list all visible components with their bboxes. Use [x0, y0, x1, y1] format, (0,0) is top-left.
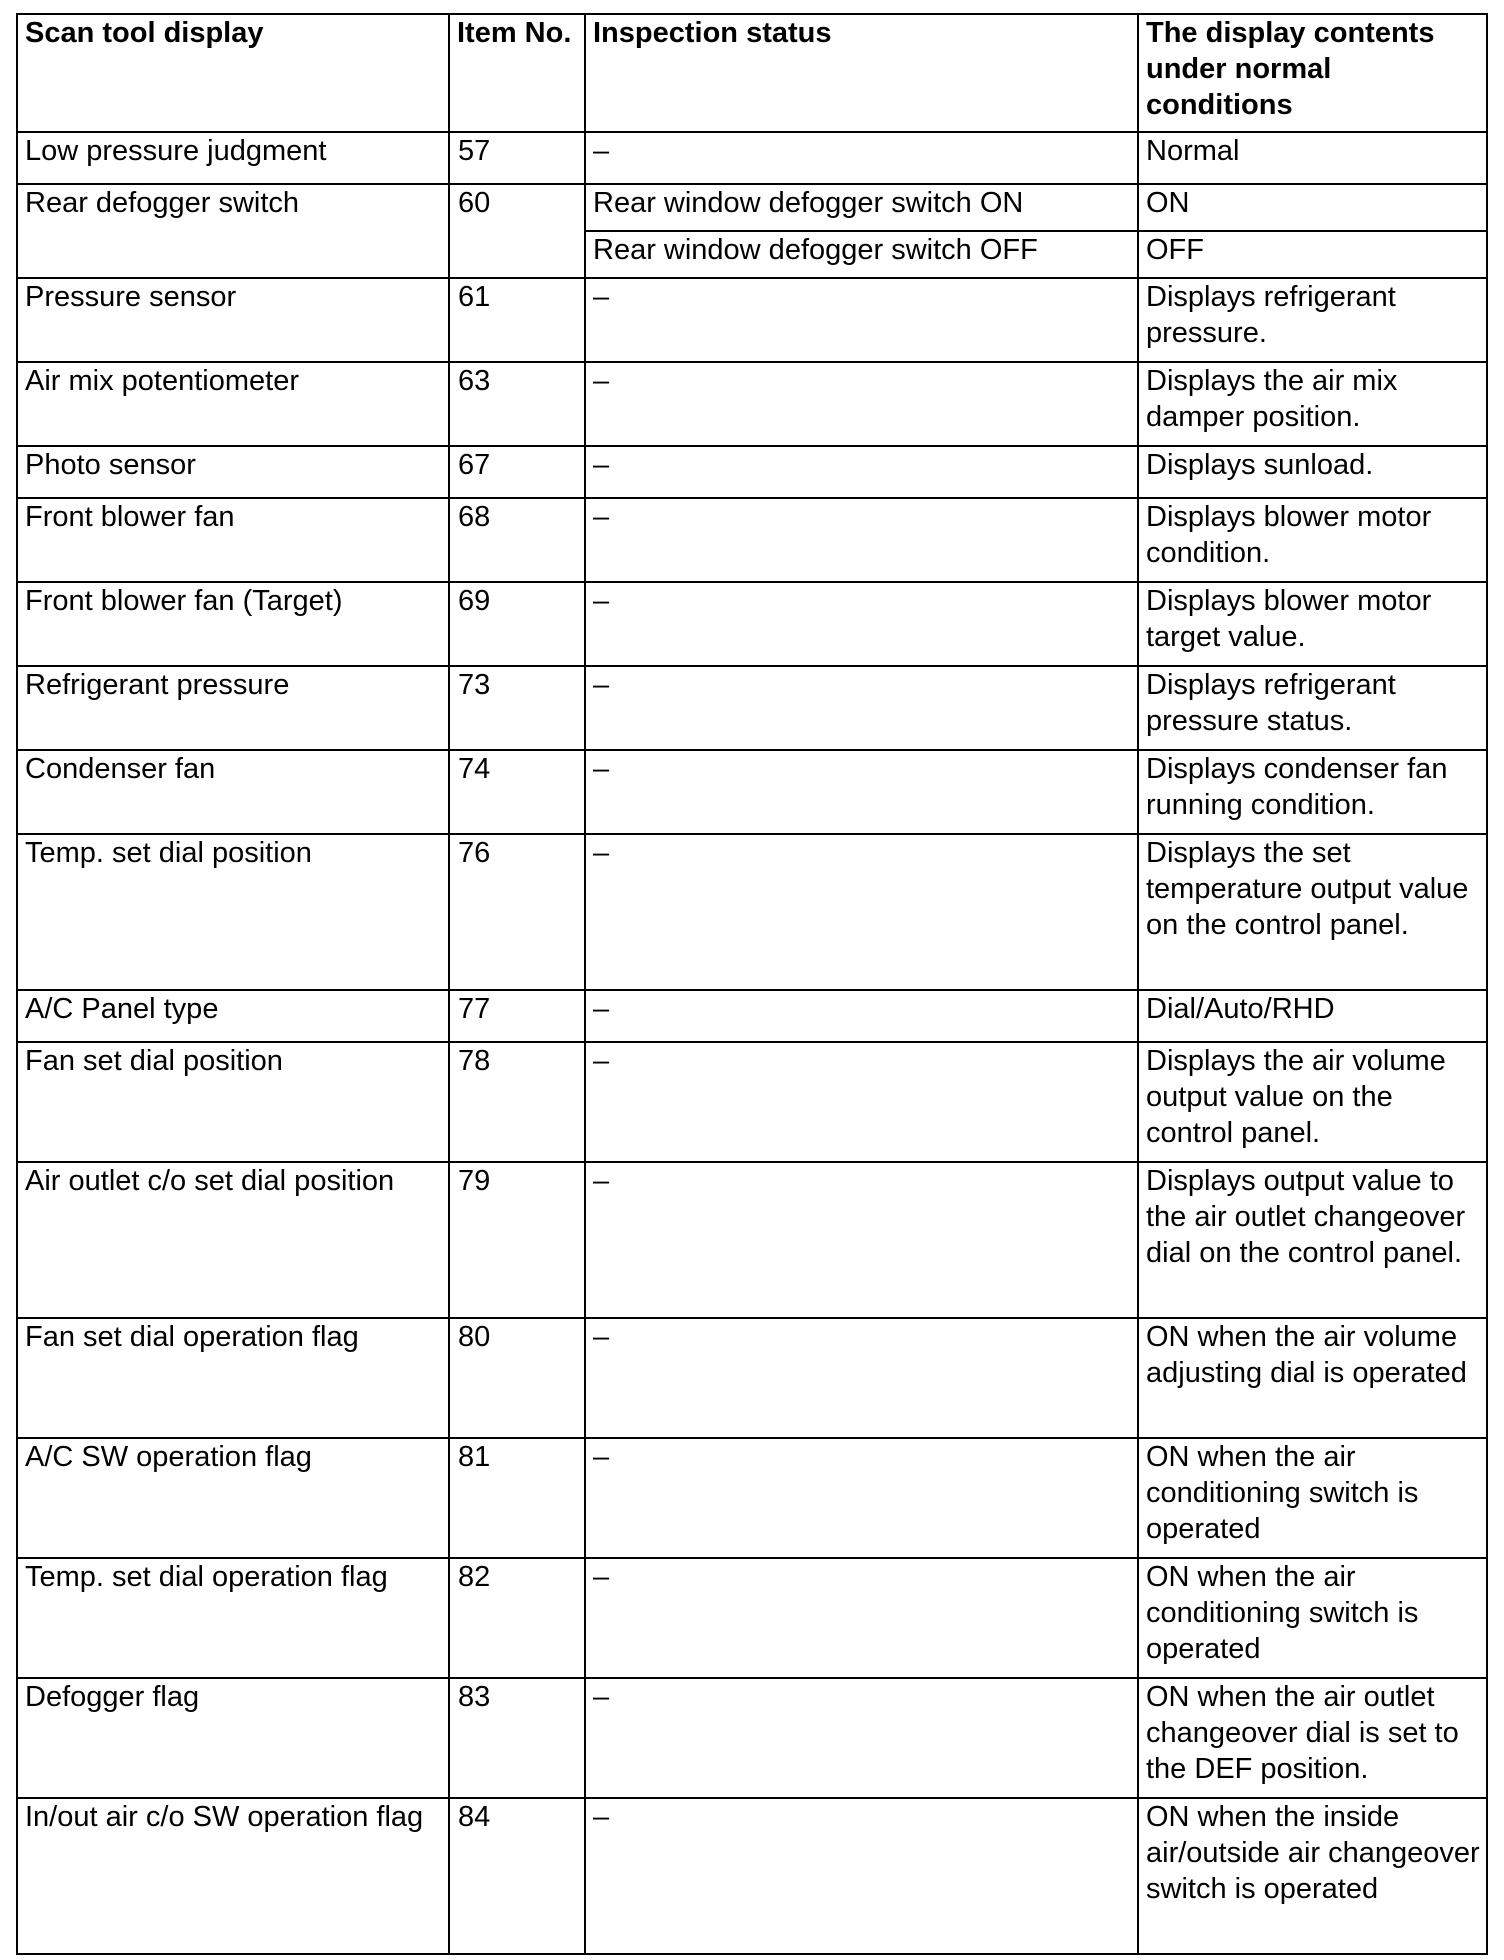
inspection-status-cell: – [585, 990, 1138, 1042]
table-row [17, 1438, 1487, 1558]
display-contents-cell: Displays output value to the air outlet changeover dial on the control panel. [1138, 1162, 1487, 1318]
item-no-cell: 63 [449, 362, 585, 446]
scan-tool-display-cell: Condenser fan [17, 750, 449, 834]
scan-tool-display-cell: Rear defogger switch [17, 184, 449, 278]
inspection-status-cell: Rear window defogger switch OFF [585, 231, 1138, 278]
item-no-cell: 84 [449, 1798, 585, 1954]
item-no-cell: 60 [449, 184, 585, 278]
item-no-cell: 77 [449, 990, 585, 1042]
item-no-cell: 82 [449, 1558, 585, 1678]
scan-tool-data-table [16, 13, 1488, 1955]
header-inspection-status: Inspection status [585, 14, 1138, 132]
inspection-status-cell: – [585, 278, 1138, 362]
item-no-cell: 78 [449, 1042, 585, 1162]
scan-tool-display-cell: Air outlet c/o set dial position [17, 1162, 449, 1318]
display-contents-cell: ON when the inside air/outside air changeover switch is operated [1138, 1798, 1487, 1954]
inspection-status-cell: – [585, 1678, 1138, 1798]
table-row [17, 132, 1487, 184]
table-row [17, 1798, 1487, 1954]
table-row [17, 1042, 1487, 1162]
display-contents-cell: Displays the air volume output value on the control panel. [1138, 1042, 1487, 1162]
table-row [17, 362, 1487, 446]
item-no-cell: 61 [449, 278, 585, 362]
table-header-row [17, 14, 1487, 132]
display-contents-cell: Displays refrigerant pressure status. [1138, 666, 1487, 750]
inspection-status-cell: – [585, 1162, 1138, 1318]
display-contents-cell: ON [1138, 184, 1487, 231]
display-contents-cell: Displays blower motor condition. [1138, 498, 1487, 582]
display-contents-cell: ON when the air conditioning switch is operated [1138, 1558, 1487, 1678]
display-contents-cell: Displays condenser fan running condition. [1138, 750, 1487, 834]
item-no-cell: 67 [449, 446, 585, 498]
table-row [17, 1558, 1487, 1678]
scan-tool-display-cell: Air mix potentiometer [17, 362, 449, 446]
inspection-status-cell: – [585, 498, 1138, 582]
display-contents-cell: Dial/Auto/RHD [1138, 990, 1487, 1042]
table-row [17, 750, 1487, 834]
display-contents-cell: ON when the air volume adjusting dial is operated [1138, 1318, 1487, 1438]
scan-tool-display-cell: Fan set dial position [17, 1042, 449, 1162]
scan-tool-display-cell: Fan set dial operation flag [17, 1318, 449, 1438]
inspection-status-cell: – [585, 446, 1138, 498]
scan-tool-display-cell: A/C Panel type [17, 990, 449, 1042]
item-no-cell: 76 [449, 834, 585, 990]
inspection-status-cell: – [585, 750, 1138, 834]
display-contents-cell: ON when the air outlet changeover dial is set to the DEF position. [1138, 1678, 1487, 1798]
inspection-status-cell: – [585, 1318, 1138, 1438]
inspection-status-cell: – [585, 666, 1138, 750]
inspection-status-cell: – [585, 834, 1138, 990]
inspection-status-cell: – [585, 582, 1138, 666]
inspection-status-cell: – [585, 1042, 1138, 1162]
table-row [17, 446, 1487, 498]
header-display-contents: The display contents under normal conditions [1138, 14, 1487, 132]
display-contents-cell: Displays blower motor target value. [1138, 582, 1487, 666]
item-no-cell: 69 [449, 582, 585, 666]
table-row [17, 278, 1487, 362]
scan-tool-display-cell: Front blower fan (Target) [17, 582, 449, 666]
header-scan-tool-display: Scan tool display [17, 14, 449, 132]
table-row [17, 1318, 1487, 1438]
display-contents-cell: Displays the air mix damper position. [1138, 362, 1487, 446]
inspection-status-cell: Rear window defogger switch ON [585, 184, 1138, 231]
table-row [17, 498, 1487, 582]
item-no-cell: 57 [449, 132, 585, 184]
scan-tool-display-cell: Pressure sensor [17, 278, 449, 362]
item-no-cell: 73 [449, 666, 585, 750]
scan-tool-display-cell: Low pressure judgment [17, 132, 449, 184]
scan-tool-display-cell: Temp. set dial position [17, 834, 449, 990]
inspection-status-cell: – [585, 1558, 1138, 1678]
item-no-cell: 81 [449, 1438, 585, 1558]
scan-tool-display-cell: A/C SW operation flag [17, 1438, 449, 1558]
scan-tool-display-cell: Refrigerant pressure [17, 666, 449, 750]
table-row [17, 582, 1487, 666]
scan-tool-display-cell: Photo sensor [17, 446, 449, 498]
display-contents-cell: Normal [1138, 132, 1487, 184]
item-no-cell: 83 [449, 1678, 585, 1798]
display-contents-cell: Displays sunload. [1138, 446, 1487, 498]
inspection-status-cell: – [585, 132, 1138, 184]
inspection-status-cell: – [585, 1798, 1138, 1954]
scan-tool-display-cell: Front blower fan [17, 498, 449, 582]
table-row [17, 1678, 1487, 1798]
item-no-cell: 68 [449, 498, 585, 582]
inspection-status-cell: – [585, 362, 1138, 446]
display-contents-cell: ON when the air conditioning switch is operated [1138, 1438, 1487, 1558]
scan-tool-display-cell: Defogger flag [17, 1678, 449, 1798]
table-row [17, 1162, 1487, 1318]
display-contents-cell: Displays refrigerant pressure. [1138, 278, 1487, 362]
scan-tool-display-cell: Temp. set dial operation flag [17, 1558, 449, 1678]
inspection-status-cell: – [585, 1438, 1138, 1558]
item-no-cell: 79 [449, 1162, 585, 1318]
display-contents-cell: OFF [1138, 231, 1487, 278]
item-no-cell: 80 [449, 1318, 585, 1438]
item-no-cell: 74 [449, 750, 585, 834]
table-row [17, 666, 1487, 750]
display-contents-cell: Displays the set temperature output value on the control panel. [1138, 834, 1487, 990]
table-row [17, 184, 1487, 231]
table-row [17, 990, 1487, 1042]
table-row [17, 834, 1487, 990]
scan-tool-display-cell: In/out air c/o SW operation flag [17, 1798, 449, 1954]
header-item-no: Item No. [449, 14, 585, 132]
